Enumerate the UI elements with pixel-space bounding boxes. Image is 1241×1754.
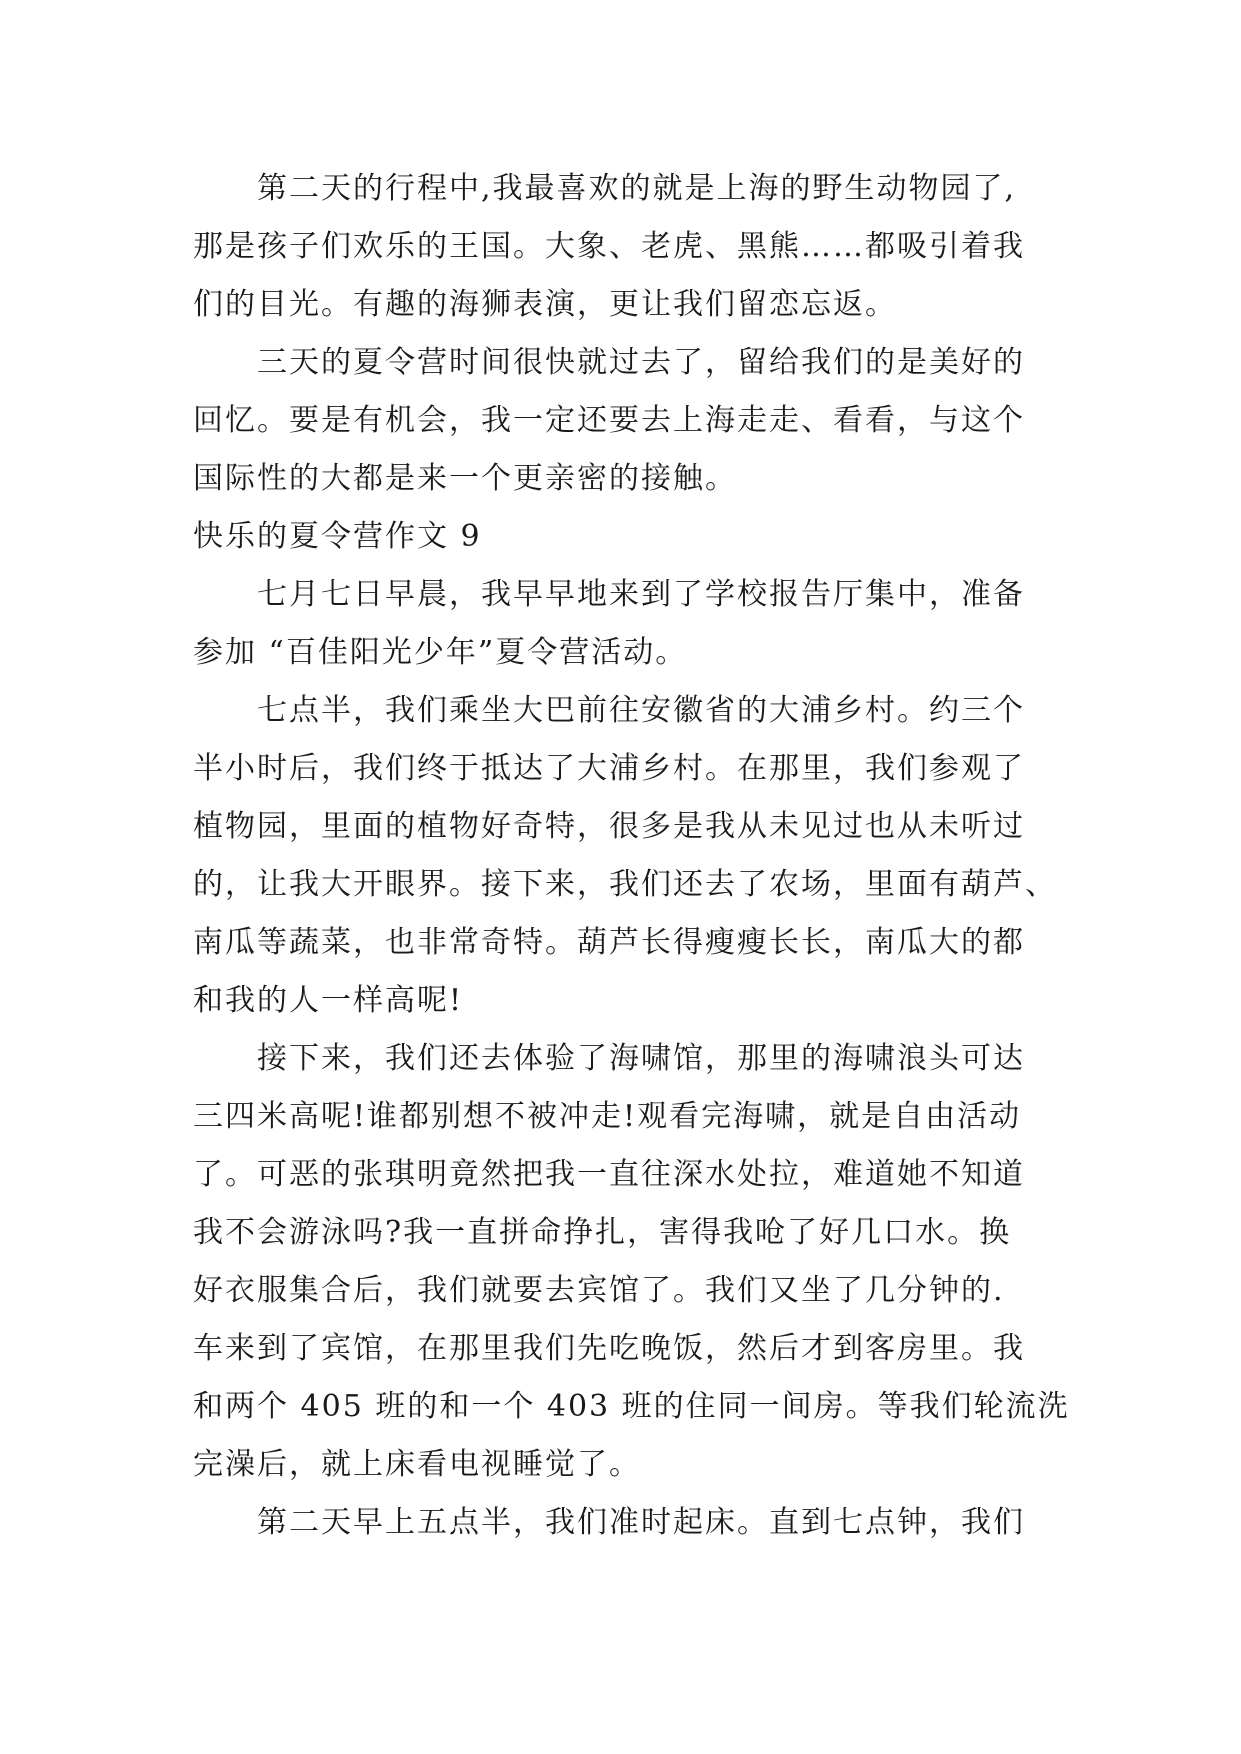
text-line: 我不会游泳吗?我一直拼命挣扎，害得我呛了好几口水。换 [193, 1215, 1012, 1250]
paragraph-2 [193, 334, 1073, 508]
text-line: 植物园，里面的植物好奇特，很多是我从未见过也从未听过 [193, 809, 1025, 844]
text-line: 第二天的行程中,我最喜欢的就是上海的野生动物园了, [257, 171, 1017, 206]
paragraph-6 [193, 1494, 1073, 1552]
text-line: 和两个 405 班的和一个 403 班的住同一间房。等我们轮流洗 [193, 1389, 1070, 1424]
text-line: 和我的人一样高呢! [193, 983, 464, 1018]
text-line: 三四米高呢!谁都别想不被冲走!观看完海啸，就是自由活动 [193, 1099, 1022, 1134]
text-line: 回忆。要是有机会，我一定还要去上海走走、看看，与这个 [193, 403, 1025, 438]
text-line: 国际性的大都是来一个更亲密的接触。 [193, 461, 737, 496]
text-line: 了。可恶的张琪明竟然把我一直往深水处拉，难道她不知道 [193, 1157, 1025, 1192]
text-line: 三天的夏令营时间很快就过去了，留给我们的是美好的 [257, 345, 1025, 380]
text-line: 七点半，我们乘坐大巴前往安徽省的大浦乡村。约三个 [257, 693, 1025, 728]
text-line: 接下来，我们还去体验了海啸馆，那里的海啸浪头可达 [257, 1041, 1025, 1076]
text-line: 南瓜等蔬菜，也非常奇特。葫芦长得瘦瘦长长，南瓜大的都 [193, 925, 1025, 960]
section-heading: 快乐的夏令营作文 9 [193, 519, 482, 554]
paragraph-5 [193, 1030, 1073, 1494]
paragraph-3 [193, 566, 1073, 682]
paragraph-4 [193, 682, 1073, 1030]
text-line: 好衣服集合后，我们就要去宾馆了。我们又坐了几分钟的. [193, 1273, 1005, 1308]
text-line: 半小时后，我们终于抵达了大浦乡村。在那里，我们参观了 [193, 751, 1025, 786]
text-line: 们的目光。有趣的海狮表演，更让我们留恋忘返。 [193, 287, 897, 322]
paragraph-1 [193, 160, 1073, 334]
text-line: 参加 “百佳阳光少年”夏令营活动。 [193, 635, 688, 670]
text-line: 完澡后，就上床看电视睡觉了。 [193, 1447, 641, 1482]
text-line: 第二天早上五点半，我们准时起床。直到七点钟，我们 [257, 1505, 1025, 1540]
text-line: 车来到了宾馆，在那里我们先吃晚饭，然后才到客房里。我 [193, 1331, 1025, 1366]
text-line: 那是孩子们欢乐的王国。大象、老虎、黑熊……都吸引着我 [193, 229, 1025, 264]
text-line: 的，让我大开眼界。接下来，我们还去了农场，里面有葫芦、 [193, 867, 1057, 902]
text-line: 七月七日早晨，我早早地来到了学校报告厅集中，准备 [257, 577, 1025, 612]
